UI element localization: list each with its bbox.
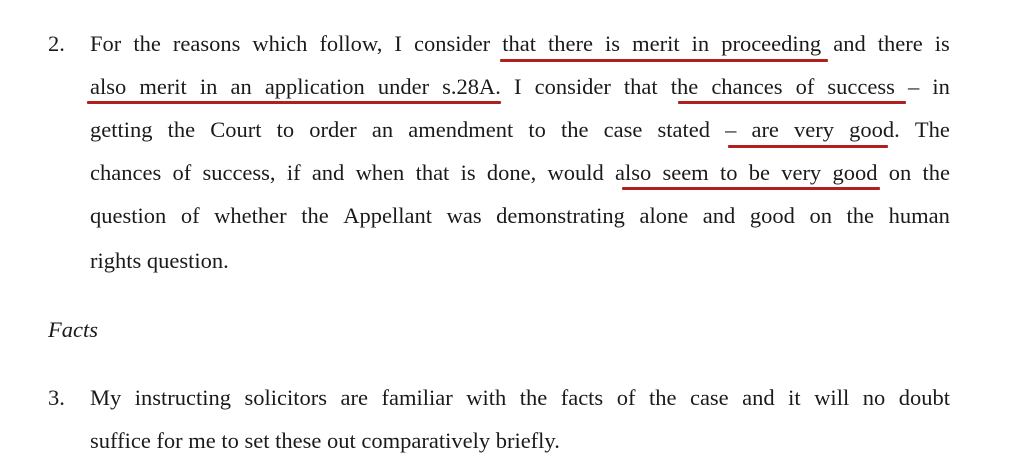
red-underline-annotation — [622, 187, 880, 190]
paragraph-line: My instructing solicitors are familiar with the facts of the case and it will no doubt — [90, 385, 950, 410]
section-heading: Facts — [48, 317, 98, 342]
paragraph-number: 3. — [48, 385, 65, 410]
paragraph-line: getting the Court to order an amendment to the case stated – are very good. The — [90, 117, 950, 142]
red-underline-annotation — [678, 101, 906, 104]
paragraph-line: suffice for me to set these out comparatively briefly. — [90, 428, 560, 453]
red-underline-annotation — [87, 101, 501, 104]
red-underline-annotation — [728, 145, 888, 148]
paragraph-line: chances of success, if and when that is done, would also seem to be very good on the — [90, 160, 950, 185]
red-underline-annotation — [500, 59, 828, 62]
paragraph-number: 2. — [48, 31, 65, 56]
paragraph-line: question of whether the Appellant was demonstrating alone and good on the human — [90, 203, 950, 228]
paragraph-line: rights question. — [90, 248, 229, 273]
paragraph-line: also merit in an application under s.28A. I consider that the chances of success – in — [90, 74, 950, 99]
paragraph-line: For the reasons which follow, I consider that there is merit in proceeding and there is — [90, 31, 950, 56]
